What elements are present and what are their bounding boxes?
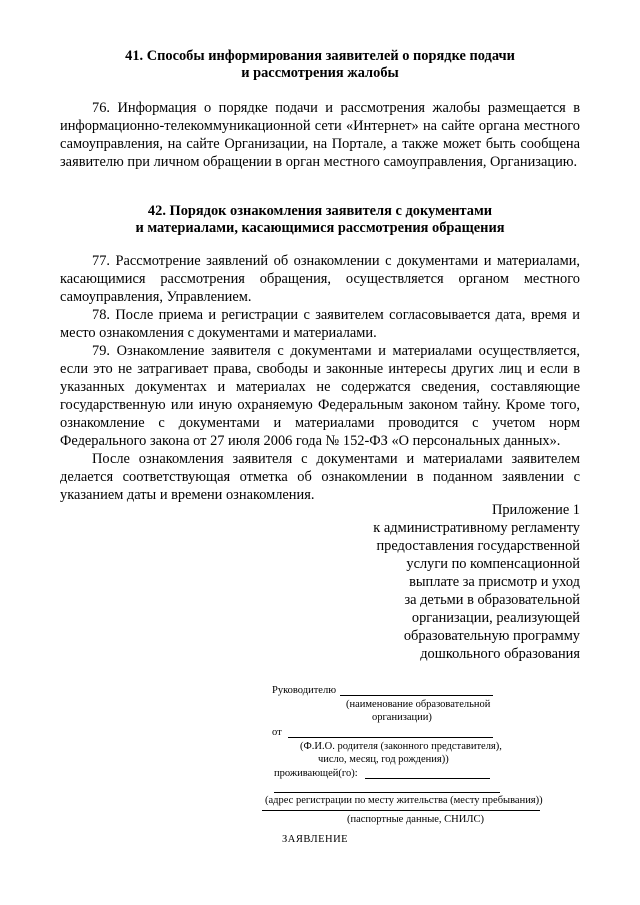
- appendix-line: образовательную программу: [403, 628, 580, 644]
- appendix-line: организации, реализующей: [411, 610, 580, 626]
- section-42-heading-line1: 42. Порядок ознакомления заявителя с документами: [147, 203, 493, 219]
- section-42-heading-line2: и материалами, касающимися рассмотрения обращения: [135, 220, 505, 236]
- addressee-note-line1: (наименование образовательной: [346, 699, 491, 710]
- paragraph-78: 78. После приема и регистрации с заявителем согласовывается дата, время и место ознакомления с документами и материалами.: [60, 307, 580, 341]
- addressee-label: Руководителю: [272, 685, 337, 696]
- appendix-line: услуги по компенсационной: [406, 556, 580, 572]
- section-42-heading: [110, 203, 530, 237]
- paragraph-after-79: После ознакомления заявителя с документами и материалами заявителем делается соответствующая отметка об ознакомлении в поданном заявлении с указанием даты и времени ознакомления.: [60, 451, 580, 503]
- fio-note-line1: (Ф.И.О. родителя (законного представителя),: [300, 741, 502, 752]
- application-title: ЗАЯВЛЕНИЕ: [282, 834, 349, 845]
- from-field-line: [288, 737, 493, 738]
- residing-label: проживающей(го):: [274, 768, 358, 779]
- passport-field-line: [262, 810, 540, 811]
- appendix-line: выплате за присмотр и уход: [409, 574, 580, 590]
- addressee-note-line2: организации): [372, 712, 432, 723]
- appendix-line: предоставления государственной: [376, 538, 580, 554]
- section-41-heading: [110, 48, 530, 82]
- section-41-heading-line2: и рассмотрения жалобы: [241, 65, 399, 81]
- from-label: от: [272, 727, 282, 738]
- residing-field-line: [365, 778, 490, 779]
- fio-note-line2: число, месяц, год рождения)): [318, 754, 449, 765]
- paragraph-77: 77. Рассмотрение заявлений об ознакомлении с документами и материалами, касающимися рассмотрения обращения, осуществляется органом местного самоуправления, Управлением.: [60, 253, 580, 305]
- appendix-caption: [340, 501, 580, 663]
- passport-note: (паспортные данные, СНИЛС): [347, 814, 484, 825]
- appendix-line: к административному регламенту: [373, 520, 580, 536]
- addressee-field-line: [340, 695, 493, 696]
- appendix-line: дошкольного образования: [420, 646, 580, 662]
- paragraph-79: 79. Ознакомление заявителя с документами и материалами осуществляется, если это не затрагивает права, свободы и законные интересы других лиц и если в указанных документах и материалах не содержатся сведения, составляющие государственную или иную охраняемую Федеральным законом тайну. Кроме того, ознакомление с документами и материалами проводится с учетом норм Федерального закона от 27 июля 2006 года № 152-ФЗ «О персональных данных».: [60, 343, 580, 449]
- appendix-line: за детьми в образовательной: [404, 592, 580, 608]
- address-field-line: [274, 792, 500, 793]
- address-note: (адрес регистрации по месту жительства (месту пребывания)): [265, 795, 543, 806]
- section-41-heading-line1: 41. Способы информирования заявителей о порядке подачи: [125, 48, 515, 64]
- paragraph-76: 76. Информация о порядке подачи и рассмотрения жалобы размещается в информационно-телекоммуникационной сети «Интернет» на сайте органа местного самоуправления, на сайте Организации, на Портале, а также может быть сообщена заявителю при личном обращении в орган местного самоуправления, Организацию.: [60, 100, 580, 170]
- appendix-line: Приложение 1: [491, 502, 580, 518]
